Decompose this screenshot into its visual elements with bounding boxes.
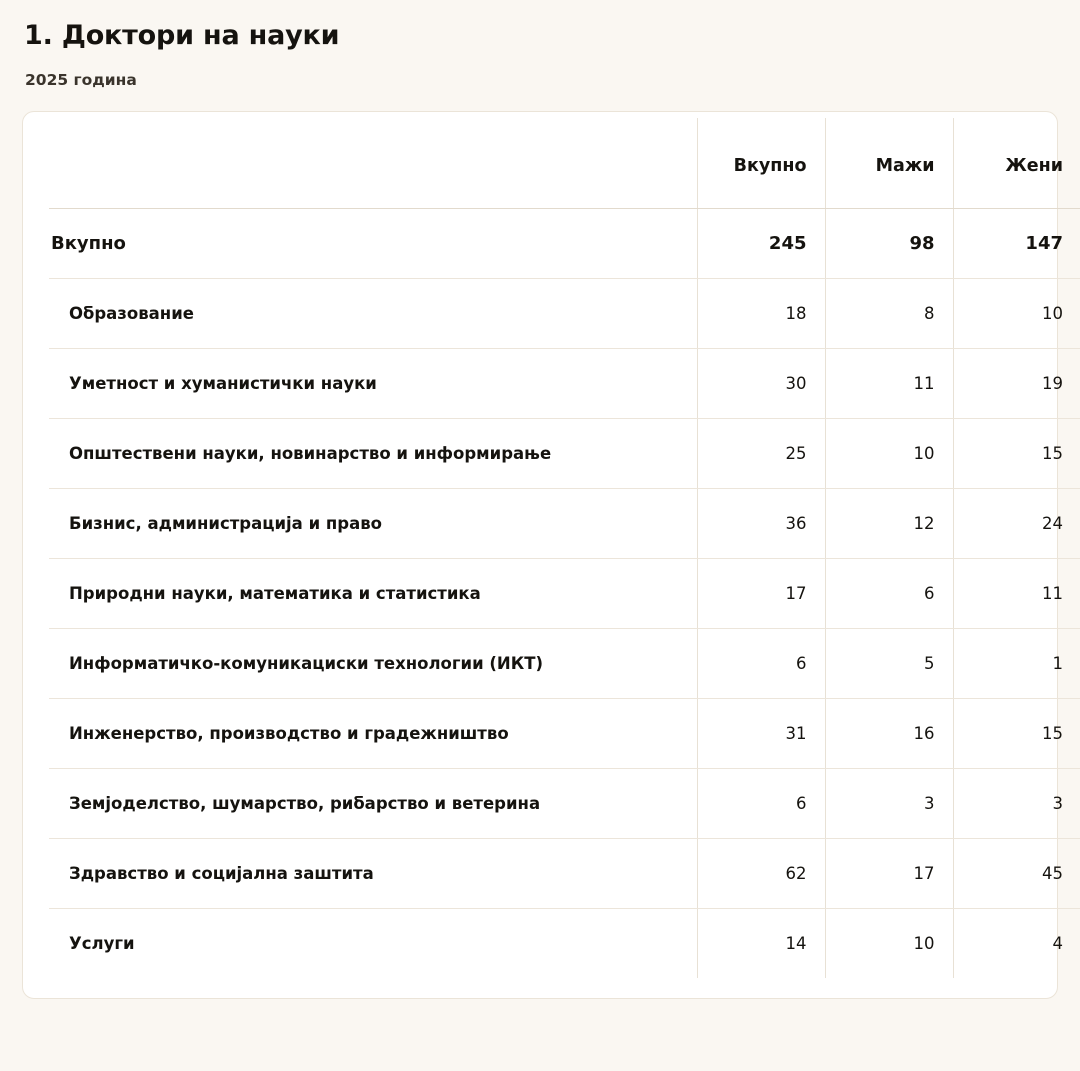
cell-women: 4 (953, 909, 1080, 979)
row-label: Информатичко-комуникациски технологии (ИКТ) (49, 629, 697, 699)
table-card (22, 111, 1063, 999)
cell-total: 18 (697, 279, 825, 349)
table-row (49, 559, 1080, 629)
row-label: Услуги (69, 934, 135, 953)
table-row (49, 349, 1080, 419)
row-label: Земјоделство, шумарство, рибарство и ветерина (49, 769, 697, 839)
column-header-men: Мажи (825, 118, 953, 209)
cell-women: 147 (953, 209, 1080, 279)
cell-men: 17 (825, 839, 953, 909)
row-label: Инженерство, производство и градежништво (49, 699, 697, 769)
cell-total: 14 (697, 909, 825, 979)
cell-women: 10 (953, 279, 1080, 349)
cell-total: 6 (697, 629, 825, 699)
table-header (49, 118, 1080, 209)
row-label: Здравство и социјална заштита (49, 839, 697, 909)
cell-women: 19 (953, 349, 1080, 419)
cell-total: 62 (697, 839, 825, 909)
cell-men: 98 (825, 209, 953, 279)
cell-total: 31 (697, 699, 825, 769)
cell-total: 6 (697, 769, 825, 839)
table-row (49, 909, 1080, 979)
cell-total: 36 (697, 489, 825, 559)
row-label: Образование (49, 279, 697, 349)
cell-women: 15 (953, 699, 1080, 769)
row-label: Уметност и хуманистички науки (49, 349, 697, 419)
cell-men: 8 (825, 279, 953, 349)
cell-total: 17 (697, 559, 825, 629)
row-label: Општествени науки, новинарство и информирање (49, 419, 697, 489)
cell-total: 30 (697, 349, 825, 419)
cell-total: 245 (697, 209, 825, 279)
cell-men: 10 (825, 909, 953, 979)
column-header-category (49, 118, 697, 209)
table-row (49, 279, 1080, 349)
cell-men: 3 (825, 769, 953, 839)
table-header-row (49, 118, 1080, 209)
cell-women: 45 (953, 839, 1080, 909)
cell-women: 24 (953, 489, 1080, 559)
cell-men: 5 (825, 629, 953, 699)
table-row (49, 769, 1080, 839)
table-row (49, 699, 1080, 769)
row-label: Природни науки, математика и статистика (49, 559, 697, 629)
cell-men: 11 (825, 349, 953, 419)
table-body (49, 209, 1080, 979)
table-row (49, 209, 1080, 279)
column-header-women: Жени (953, 118, 1080, 209)
cell-men: 6 (825, 559, 953, 629)
row-label: Бизнис, администрација и право (49, 489, 697, 559)
cell-women: 15 (953, 419, 1080, 489)
page-title: 1. Доктори на науки (24, 20, 340, 51)
cell-total: 25 (697, 419, 825, 489)
table-row (49, 489, 1080, 559)
table-row (49, 419, 1080, 489)
cell-men: 10 (825, 419, 953, 489)
table-row (49, 629, 1080, 699)
cell-women: 3 (953, 769, 1080, 839)
cell-women: 1 (953, 629, 1080, 699)
doctors-of-science-table (49, 118, 1080, 978)
page-subtitle: 2025 година (25, 71, 137, 89)
row-label: Вкупно (49, 209, 697, 279)
column-header-total: Вкупно (697, 118, 825, 209)
cell-men: 16 (825, 699, 953, 769)
cell-women: 11 (953, 559, 1080, 629)
table-row (49, 839, 1080, 909)
cell-men: 12 (825, 489, 953, 559)
